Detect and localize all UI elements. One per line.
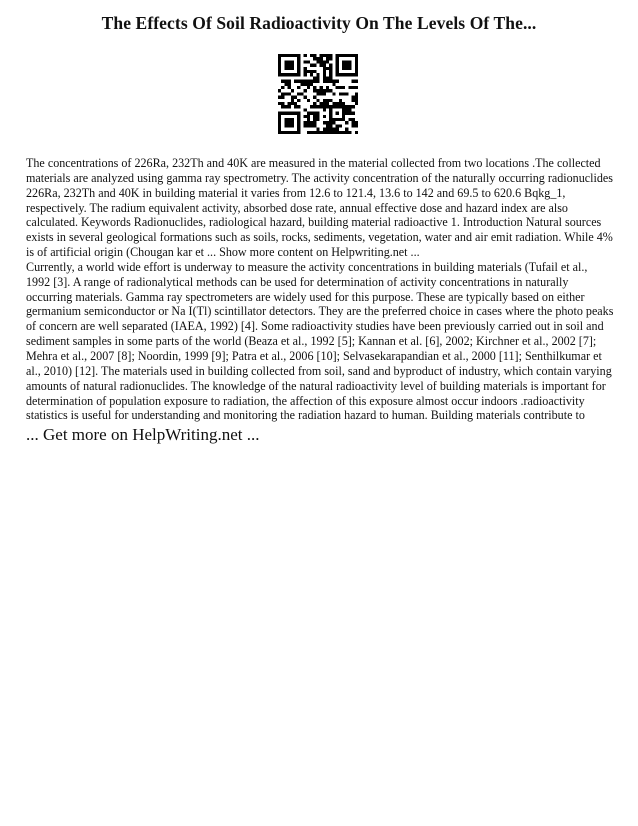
body-paragraph-2: Currently, a world wide effort is underway to measure the activity concentrations in building materials (Tufail et al., 1992 [3]. A range of radionalytical methods can be used for determination of activity concentrations in naturally occurring materials. Gamma ray spectrometers are widely used for this purpose. These are typically based on either germanium semiconductor or Na I(Tl) scintillator detectors. They are the preferred choice in cases where the photo peaks of concern are well separated (IAEA, 1992) [4]. Some radioactivity studies have been previously carried out in soil and sediment samples in some parts of the world (Beaza et al., 1992 [5]; Kannan et al. [6], 2002; Kirchner et al., 2002 [7]; Mehra et al., 2007 [8]; Noordin, 1999 [9]; Patra et al., 2006 [10]; Selvasekarapandian et al., 2000 [11]; Senthilkumar et al., 2010) [12]. The materials used in building collected from soil, sand and byproduct of industry, which contain varying amounts of natural radionuclides. The knowledge of the natural radioactivity level of building materials is important for determination of population exposure to radiation, the affection of this exposure almost occur indoors .radioactivity statistics is useful for understanding and monitoring the radiation hazard to human. Building materials contribute to: [26, 259, 614, 423]
document-title: The Effects Of Soil Radioactivity On The Levels Of The...: [101, 13, 537, 33]
body-paragraph-1: The concentrations of 226Ra, 232Th and 40K are measured in the material collected from two locations .The collected materials are analyzed using gamma ray spectrometry. The activity concentration of the naturally occurring radionuclides 226Ra, 232Th and 40K in building material it varies from 12.6 to 121.4, 13.6 to 142 and 69.5 to 620.6 Bqkg_1, respectively. The radium equivalent activity, absorbed dose rate, annual effective dose and hazard index are also calculated. Keywords Radionuclides, radiological hazard, building material radioactive 1. Introduction Natural sources exists in several geological formations such as soils, rocks, sediments, vegetation, water and air emit radiation. While 4% is of artificial origin (Chougan kar et ... Show more content on Helpwriting.net ...: [26, 156, 613, 260]
document-body: [26, 156, 614, 423]
qr-code-icon: [278, 54, 358, 134]
get-more-link[interactable]: ... Get more on HelpWriting.net ...: [26, 425, 260, 444]
